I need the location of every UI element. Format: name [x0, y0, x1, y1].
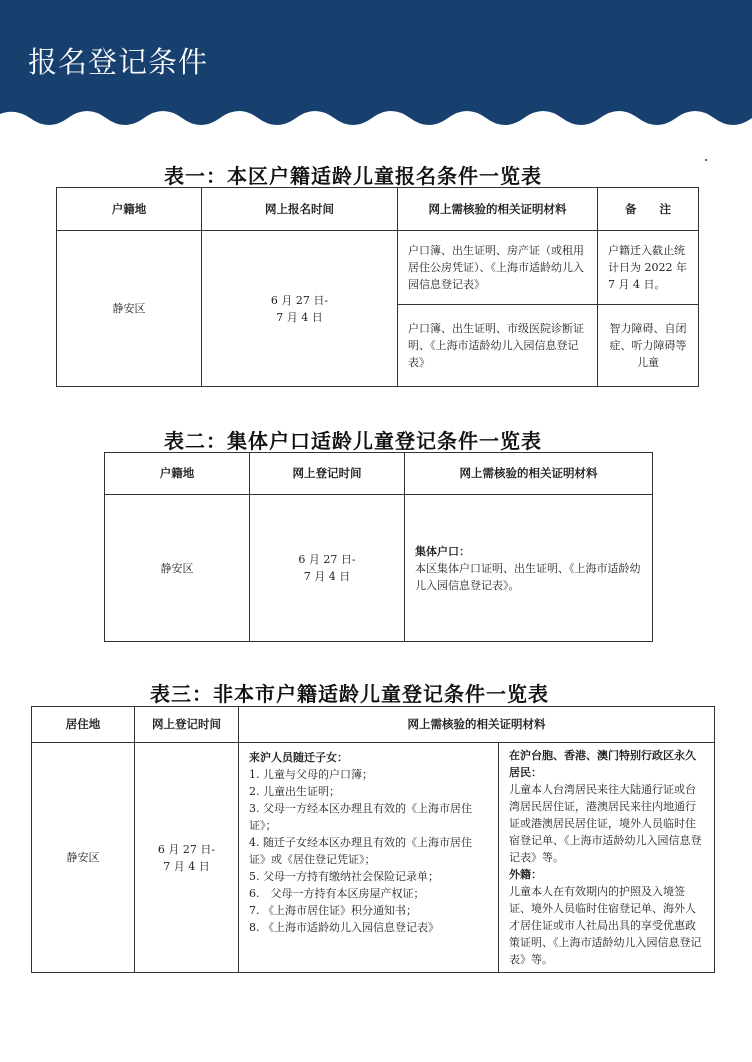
time-end: 7 月 4 日 — [303, 570, 351, 583]
table1-row2-materials: 户口簿、出生证明、市级医院诊断证明、《上海市适龄幼儿入园信息登记表》 — [398, 305, 598, 387]
table3-migrant-heading: 来沪人员随迁子女： — [249, 751, 348, 764]
time-start: 6 月 27 日- — [157, 842, 216, 856]
list-item: 7. 《上海市居住证》积分通知书； — [249, 904, 417, 917]
time-start: 6 月 27 日- — [298, 553, 356, 566]
table1-district: 静安区 — [57, 231, 202, 387]
list-item: 8. 《上海市适龄幼儿入园信息登记表》 — [249, 921, 439, 934]
table2 — [104, 452, 653, 642]
table3-hk-heading: 在沪台胞、香港、澳门特别行政区永久居民： — [509, 749, 696, 779]
table2-materials-cell — [405, 495, 653, 642]
table2-time — [250, 495, 405, 642]
table3-header-residence: 居住地 — [32, 707, 135, 743]
time-start: 6 月 27 日- — [270, 293, 329, 307]
list-item: 1. 儿童与父母的户口簿； — [249, 768, 373, 781]
table3-header-materials: 网上需核验的相关证明材料 — [239, 707, 715, 743]
table3-district: 静安区 — [32, 743, 135, 973]
table3-header-row — [32, 707, 715, 743]
table-row — [105, 495, 653, 642]
table1-header-hukou: 户籍地 — [57, 188, 202, 231]
list-item: 4. 随迁子女经本区办理且有效的《上海市居住证》或《居住登记凭证》； — [249, 836, 472, 866]
table1-row2-note: 智力障碍、自闭症、听力障碍等儿童 — [598, 305, 699, 387]
table3-title: 表三：非本市户籍适龄儿童登记条件一览表 — [150, 682, 549, 706]
table3-foreign-heading: 外籍： — [509, 868, 542, 881]
table3-hk-foreign-cell — [499, 743, 715, 973]
table2-materials: 本区集体户口证明、出生证明、《上海市适龄幼儿入园信息登记表》。 — [415, 561, 641, 592]
table1-header-row — [57, 188, 699, 231]
time-end: 7 月 4 日 — [163, 859, 210, 873]
table1-row1-materials: 户口簿、出生证明、房产证（或租用居住公房凭证）、《上海市适龄幼儿入园信息登记表》 — [398, 231, 598, 305]
page-title: 报名登记条件 — [28, 45, 209, 79]
table3-hk-materials: 儿童本人台湾居民来往大陆通行证或台湾居民居住证，港澳居民来往内地通行证或港澳居民居住证，境外人员临时住宿登记单、《上海市适龄幼儿入园信息登记表》等。 — [509, 783, 702, 864]
table1 — [56, 187, 699, 387]
table3-foreign-materials: 儿童本人在有效期内的护照及入境签证、境外人员临时住宿登记单、海外人才居住证或市人社局出具的享受优惠政策证明、《上海市适龄幼儿入园信息登记表》等。 — [509, 885, 702, 966]
table2-district: 静安区 — [105, 495, 250, 642]
table-row — [57, 231, 699, 305]
list-item: 2. 儿童出生证明； — [249, 785, 340, 798]
header-banner — [0, 0, 752, 135]
table1-row1-note: 户籍迁入截止统计日为 2022 年 7 月 4 日。 — [598, 231, 699, 305]
table1-time — [202, 231, 398, 387]
table-row — [32, 743, 715, 973]
table3 — [31, 706, 715, 973]
list-item: 5. 父母一方持有缴纳社会保险记录单； — [249, 870, 439, 883]
table2-header-hukou: 户籍地 — [105, 453, 250, 495]
list-item: 3. 父母一方经本区办理且有效的《上海市居住证》； — [249, 802, 472, 832]
table1-header-time: 网上报名时间 — [202, 188, 398, 231]
table1-header-materials: 网上需核验的相关证明材料 — [398, 188, 598, 231]
table2-materials-heading: 集体户口： — [415, 544, 470, 558]
page-mark — [705, 159, 707, 161]
time-end: 7 月 4 日 — [276, 310, 323, 324]
table3-time — [135, 743, 239, 973]
table3-header-time: 网上登记时间 — [135, 707, 239, 743]
table2-title: 表二：集体户口适龄儿童登记条件一览表 — [164, 429, 542, 453]
table2-header-materials: 网上需核验的相关证明材料 — [405, 453, 653, 495]
table1-header-note: 备 注 — [598, 188, 699, 231]
table2-header-row — [105, 453, 653, 495]
table3-migrant-cell — [239, 743, 499, 973]
table2-header-time: 网上登记时间 — [250, 453, 405, 495]
table1-title: 表一：本区户籍适龄儿童报名条件一览表 — [164, 164, 542, 188]
list-item: 6. 父母一方持有本区房屋产权证； — [249, 887, 425, 900]
